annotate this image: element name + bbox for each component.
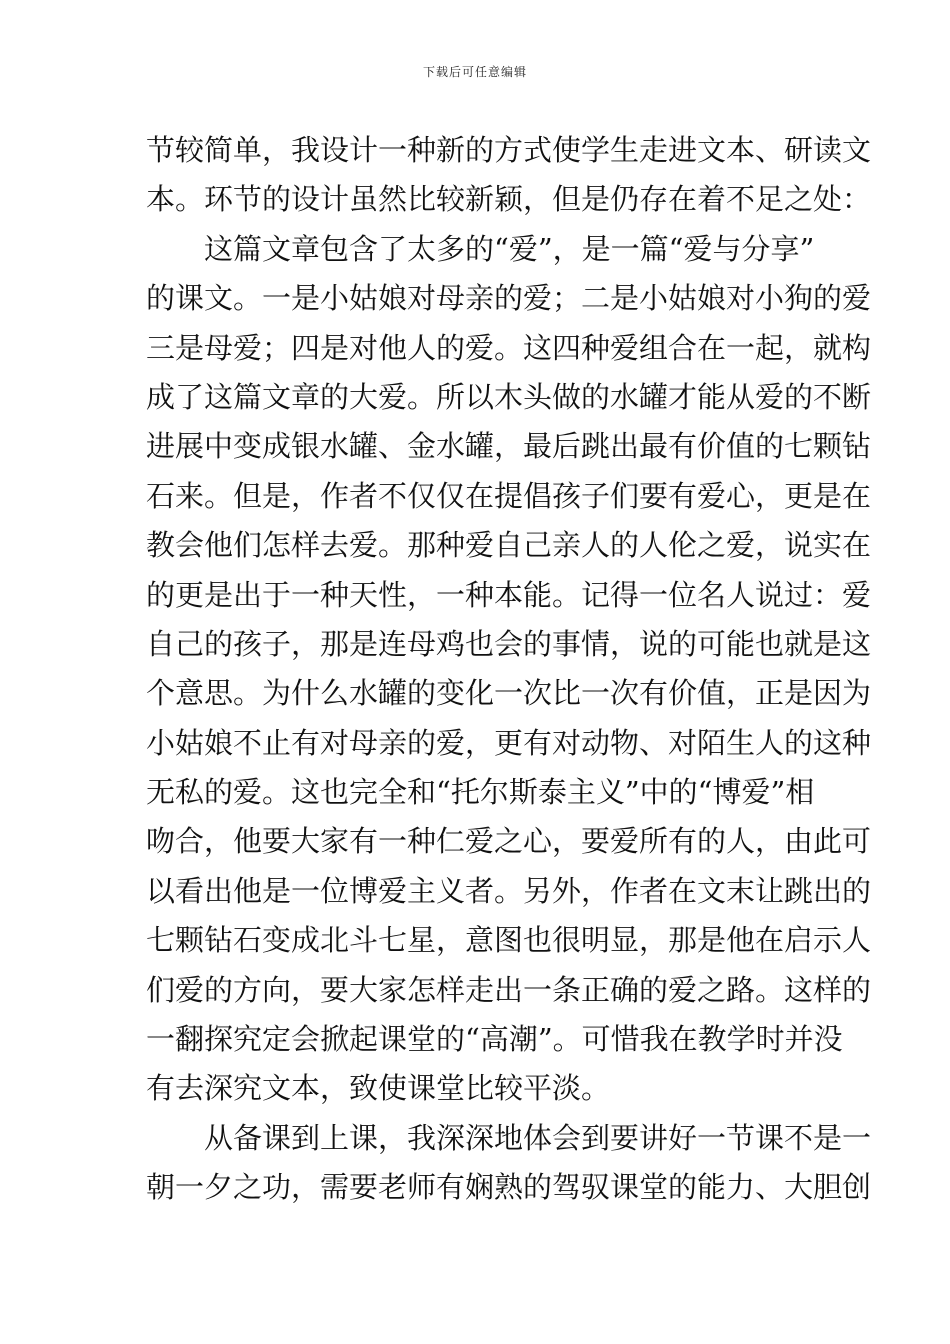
text-line: 们爱的方向，要大家怎样走出一条正确的爱之路。这样的 (146, 972, 872, 1007)
document-body (146, 126, 872, 1213)
text-line: 这篇文章包含了太多的“爱”，是一篇“爱与分享” (146, 231, 815, 266)
text-line: 三是母爱；四是对他人的爱。这四种爱组合在一起，就构 (146, 330, 872, 365)
text-line: 小姑娘不止有对母亲的爱，更有对动物、对陌生人的这种 (146, 725, 872, 760)
text-line: 有去深究文本，致使课堂比较平淡。 (146, 1071, 611, 1106)
text-line: 从备课到上课，我深深地体会到要讲好一节课不是一 (146, 1120, 872, 1155)
text-line: 自己的孩子，那是连母鸡也会的事情，说的可能也就是这 (146, 626, 872, 661)
text-line: 的课文。一是小姑娘对母亲的爱；二是小姑娘对小狗的爱 (146, 281, 872, 316)
text-line: 朝一夕之功，需要老师有娴熟的驾驭课堂的能力、大胆创 (146, 1170, 872, 1205)
text-line: 吻合，他要大家有一种仁爱之心，要爱所有的人，由此可 (146, 824, 872, 859)
page-header: 下载后可任意编辑 (422, 65, 527, 79)
text-line: 教会他们怎样去爱。那种爱自己亲人的人伦之爱，说实在 (146, 528, 872, 563)
text-line: 成了这篇文章的大爱。所以木头做的水罐才能从爱的不断 (146, 379, 872, 414)
text-line: 个意思。为什么水罐的变化一次比一次有价值，正是因为 (146, 676, 872, 711)
text-line: 石来。但是，作者不仅仅在提倡孩子们要有爱心，更是在 (146, 478, 872, 513)
text-line: 无私的爱。这也完全和“托尔斯泰主义”中的“博爱”相 (146, 775, 815, 810)
text-line: 一翻探究定会掀起课堂的“高潮”。可惜我在教学时并没 (146, 1022, 843, 1057)
text-line: 进展中变成银水罐、金水罐，最后跳出最有价值的七颗钻 (146, 429, 872, 464)
text-line: 七颗钻石变成北斗七星，意图也很明显，那是他在启示人 (146, 923, 872, 958)
text-line: 节较简单，我设计一种新的方式使学生走进文本、研读文 (146, 133, 872, 167)
text-line: 的更是出于一种天性，一种本能。记得一位名人说过：爱 (146, 577, 872, 612)
text-line: 以看出他是一位博爱主义者。另外，作者在文末让跳出的 (146, 873, 872, 908)
text-line: 本。环节的设计虽然比较新颖，但是仍存在着不足之处： (146, 182, 872, 217)
